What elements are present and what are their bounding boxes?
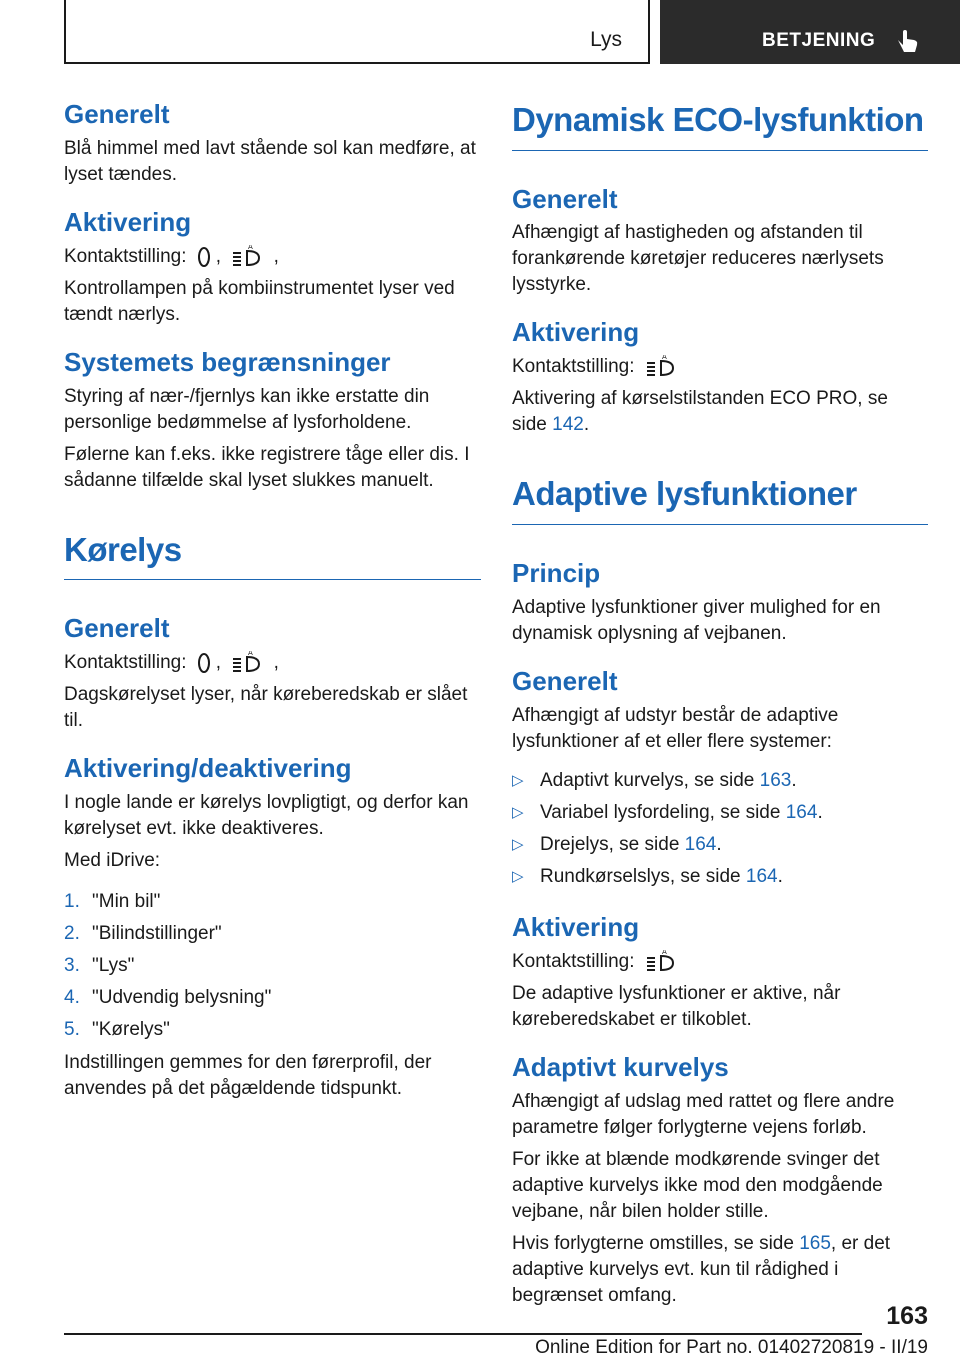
adapt-generelt-text: Afhængigt af udstyr består de adaptive lysfunktioner af et eller flere systemer:: [512, 704, 839, 752]
section-title: Lys: [590, 28, 622, 51]
page-link[interactable]: 164: [684, 833, 717, 855]
page-number: 163: [886, 1302, 928, 1330]
switch-label: Kontaktstilling:: [64, 245, 187, 267]
edition-text: Online Edition for Part no. 01402720819 - II/19: [535, 1337, 928, 1358]
header-chapter-box: [660, 0, 960, 64]
adapt-switch-line: [512, 949, 928, 975]
heading-eco-generelt: Generelt: [512, 183, 618, 214]
svg-text:A: A: [661, 949, 667, 956]
footer-divider: [64, 1333, 862, 1335]
triangle-bullet-icon: ▷: [512, 867, 524, 885]
aktivering-text: Kontrollampen på kombiinstrumentet lyser ved tændt nærlys.: [64, 277, 455, 325]
heading-adapt-generelt: Generelt: [512, 665, 618, 696]
heading-princip: Princip: [512, 557, 601, 588]
list-item: 4. "Udvendig belysning": [64, 987, 272, 1009]
auto-light-icon: [645, 950, 677, 974]
idrive-steps: [64, 886, 481, 1046]
chapter-korelys: Kørelys: [64, 530, 481, 581]
eco-generelt-text: Afhængigt af hastigheden og afstanden til forankørende køretøjer reduceres nærlysets lysstyrke.: [512, 222, 884, 296]
korelys-text: Dagskørelyset lyser, når kørеberedskab er slået til.: [64, 684, 468, 732]
separator: ,: [273, 652, 279, 674]
adapt-akt-text: De adaptive lysfunktioner er aktive, når kørеberedskabet er tilkoblet.: [512, 982, 841, 1030]
svg-text:A: A: [248, 651, 254, 658]
svg-text:A: A: [661, 355, 667, 362]
switch-label: Kontaktstilling:: [512, 356, 635, 378]
separator: ,: [273, 245, 279, 267]
list-item: ▷ Adaptivt kurvelys, se side 163.: [512, 765, 928, 797]
princip-text: Adaptive lysfunktioner giver mulighed for en dynamisk oplysning af vejbanen.: [512, 596, 881, 644]
auto-light-icon: [645, 355, 677, 379]
triangle-bullet-icon: ▷: [512, 803, 524, 821]
chapter-eco: Dynamisk ECO-lysfunktion: [512, 100, 928, 151]
adaptive-systems-list: [512, 765, 928, 893]
pointing-hand-icon: [892, 26, 922, 56]
begr-text-2: Følerne kan f.eks. ikke registrere tåge eller dis. I sådanne tilfælde skal lyset slukkes manuelt.: [64, 443, 470, 491]
generelt-text: Blå himmel med lavt stående sol kan medføre, at lyset tændes.: [64, 137, 476, 185]
chapter-adaptive: Adaptive lysfunktioner: [512, 474, 928, 525]
triangle-bullet-icon: ▷: [512, 835, 524, 853]
list-item: ▷ Drejelys, se side 164.: [512, 829, 928, 861]
auto-light-icon: [231, 651, 263, 675]
right-column: [512, 100, 928, 1315]
idrive-label: Med iDrive:: [64, 850, 161, 872]
chapter-title: BETJENING: [762, 30, 876, 51]
kurve-text-3: Hvis forlygterne omstilles, se side 165, er det adaptive kurvelys evt. kun til rådighed i begrænset omfang.: [512, 1232, 891, 1306]
page-link[interactable]: 163: [759, 769, 792, 791]
page-link[interactable]: 164: [785, 801, 818, 823]
akt-deakt-text: I nogle lande er kørelys lovpligtigt, og derfor kan kørelyset evt. ikke deaktiveres.: [64, 792, 469, 840]
heading-generelt: Generelt: [64, 99, 170, 129]
ignition-off-icon: [197, 245, 211, 269]
header-section-box: [64, 0, 650, 64]
heading-korelys-generelt: Generelt: [64, 613, 170, 644]
korelys-switch-line: [64, 650, 481, 676]
list-item: 3. "Lys": [64, 955, 135, 977]
aktivering-switch-line: [64, 244, 481, 270]
closing-text: Indstillingen gemmes for den førerprofil, der anvendes på det pågældende tidspunkt.: [64, 1052, 432, 1100]
left-column: [64, 100, 481, 1108]
heading-akt-deakt: Aktivering/deaktivering: [64, 753, 352, 784]
kurve-text-1: Afhængigt af udslag med rattet og flere andre parametre følger forlygterne vejens forløb.: [512, 1090, 895, 1138]
list-item: 2. "Bilindstillinger": [64, 923, 222, 945]
eco-switch-line: [512, 354, 928, 380]
list-item: ▷ Variabel lysfordeling, se side 164.: [512, 797, 928, 829]
list-item: 5. "Kørelys": [64, 1019, 170, 1041]
heading-begraensninger: Systemets begrænsninger: [64, 346, 391, 377]
eco-akt-text: Aktivering af kørselstilstanden ECO PRO, se side 142.: [512, 388, 888, 436]
switch-label: Kontaktstilling:: [512, 950, 635, 972]
heading-aktivering: Aktivering: [64, 206, 192, 237]
separator: ,: [215, 652, 222, 674]
separator: ,: [215, 245, 222, 267]
list-item: ▷ Rundkørselslys, se side 164.: [512, 861, 928, 893]
switch-label: Kontaktstilling:: [64, 652, 187, 674]
heading-adapt-aktivering: Aktivering: [512, 911, 640, 942]
page-link[interactable]: 165: [799, 1232, 831, 1254]
ignition-off-icon: [197, 651, 211, 675]
begr-text-1: Styring af nær-/fjernlys kan ikke erstatte din personlige bedømmelse af lysforholdene.: [64, 385, 430, 433]
heading-eco-aktivering: Aktivering: [512, 317, 640, 348]
page-link[interactable]: 142: [552, 414, 584, 436]
list-item: 1. "Min bil": [64, 891, 161, 913]
svg-text:A: A: [248, 244, 254, 251]
kurve-text-2: For ikke at blænde modkørende svinger det adaptive kurvelys ikke mod den modgående vejbane, når bilen holder stille.: [512, 1148, 883, 1222]
triangle-bullet-icon: ▷: [512, 771, 524, 789]
page-link[interactable]: 164: [745, 865, 778, 887]
heading-kurvelys: Adaptivt kurvelys: [512, 1051, 729, 1082]
auto-light-icon: [231, 245, 263, 269]
